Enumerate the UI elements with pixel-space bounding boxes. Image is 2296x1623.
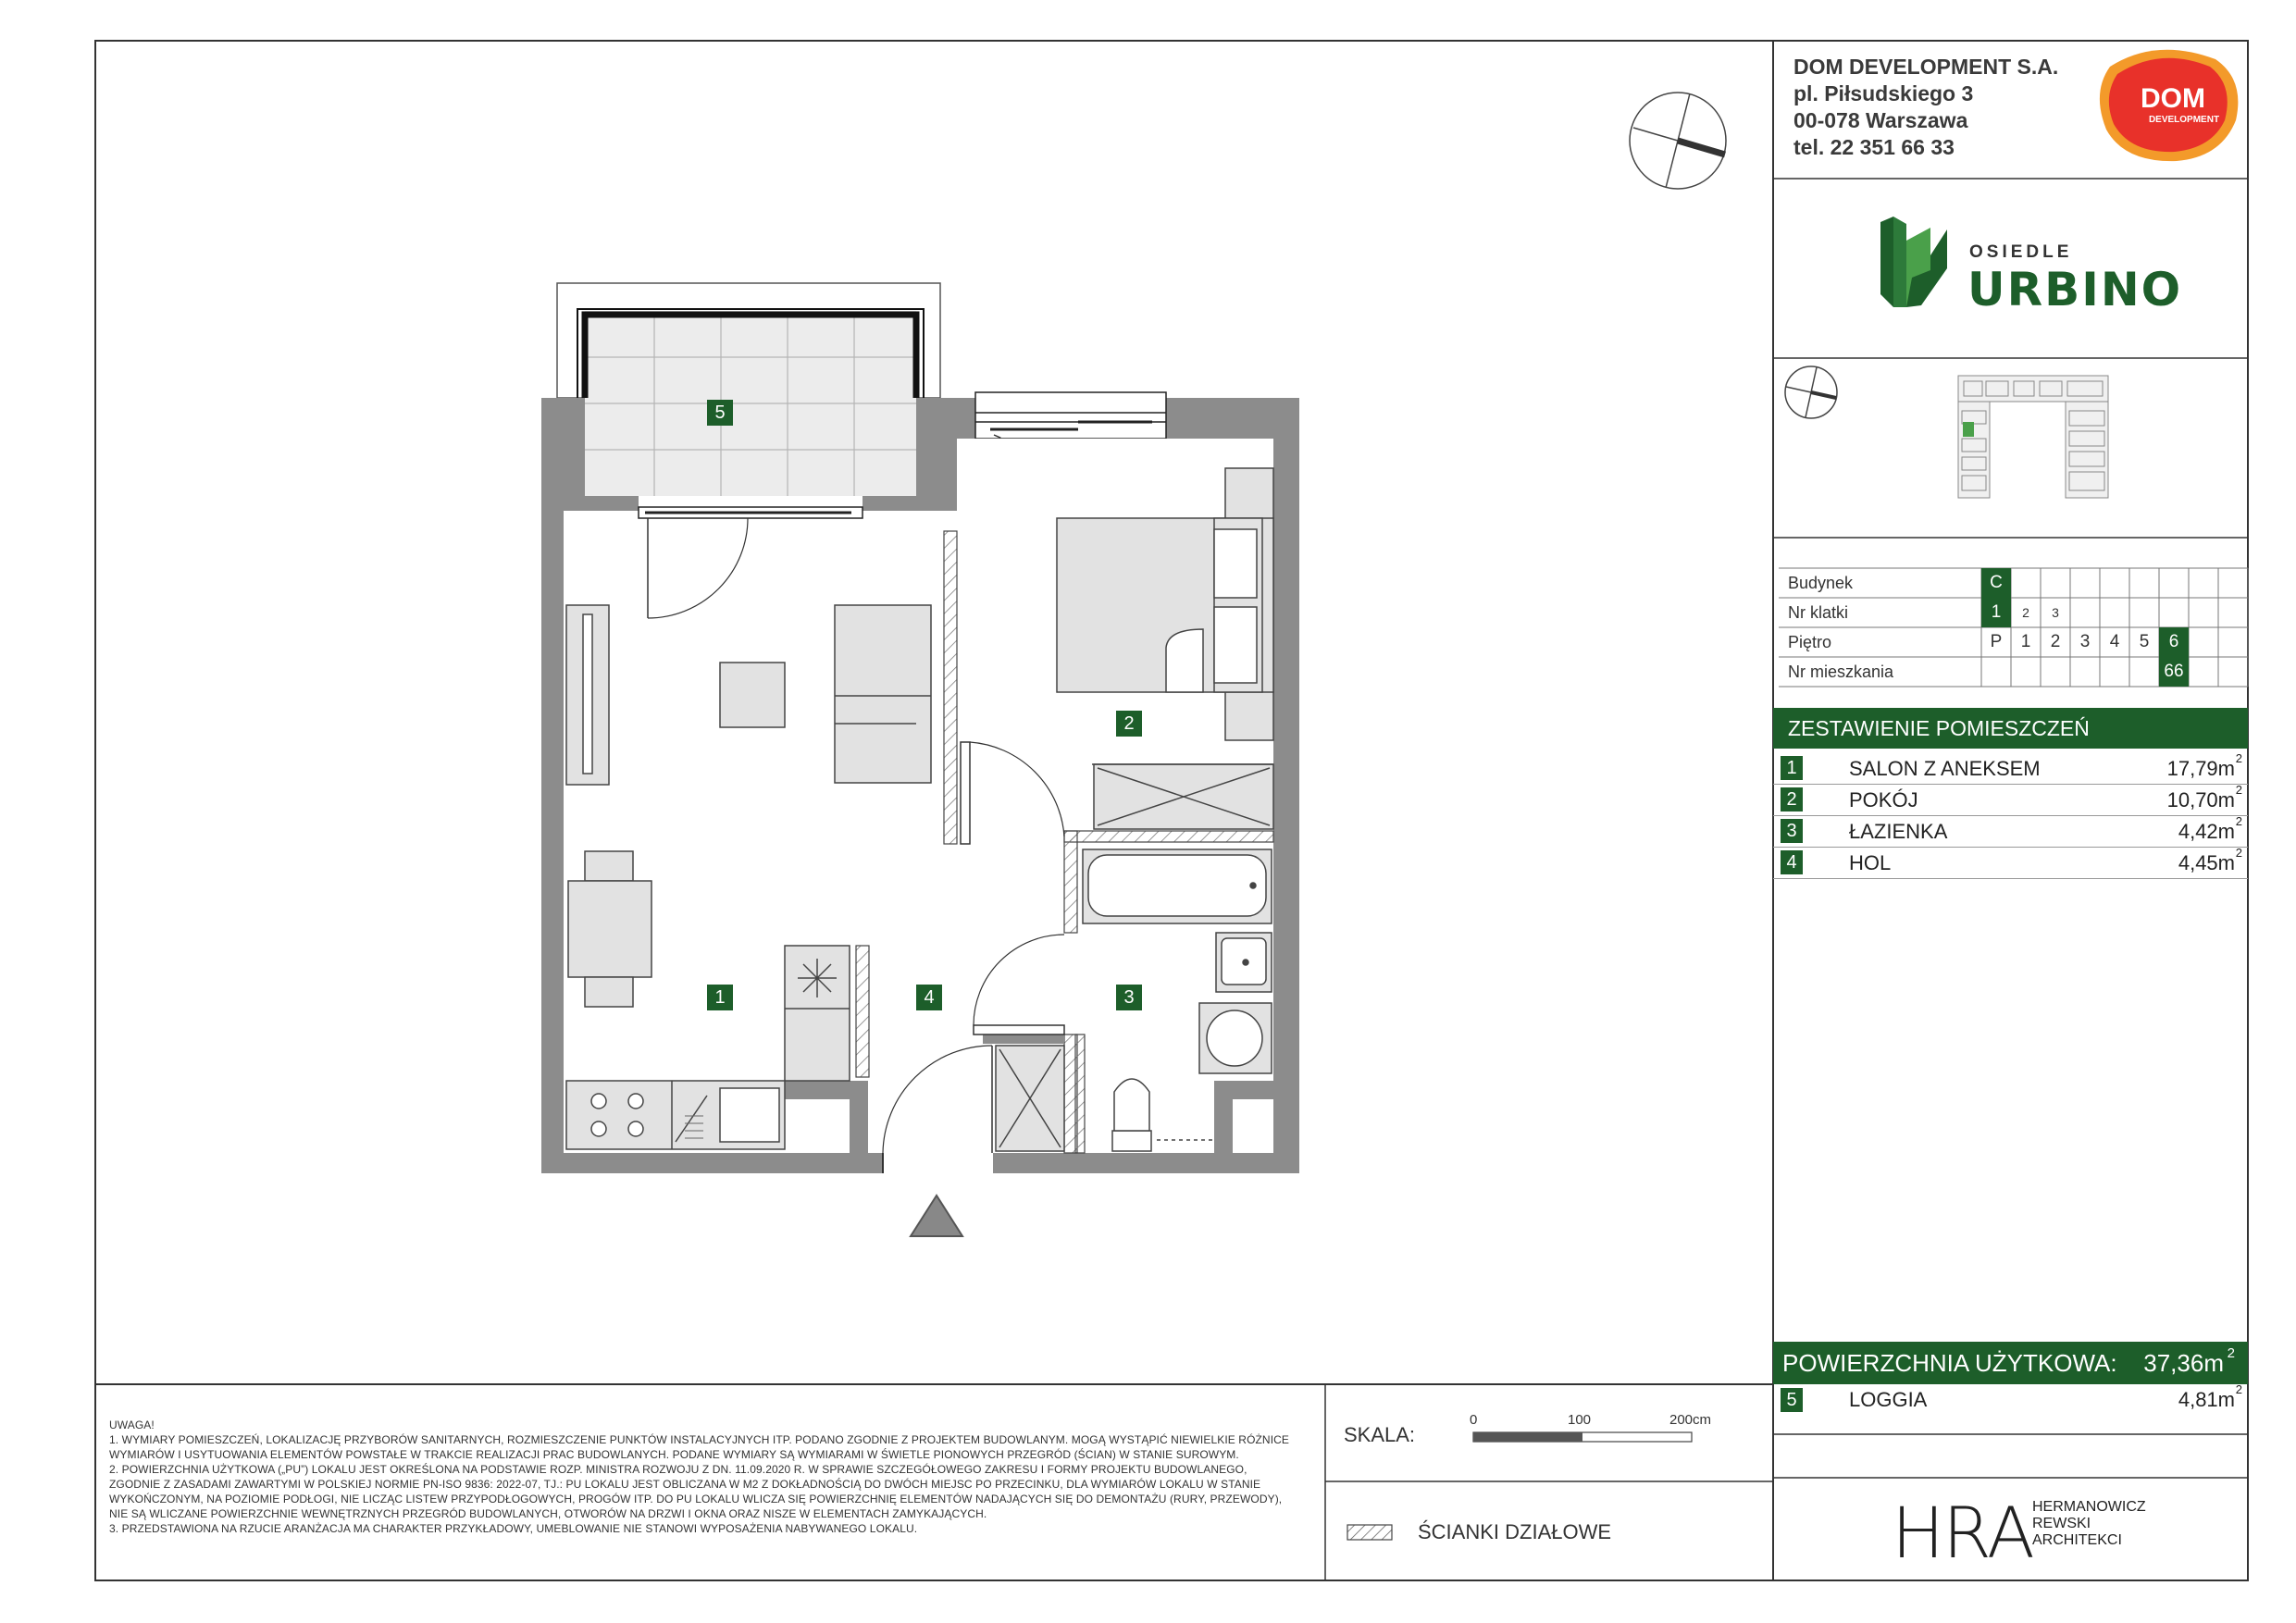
room-label-5: 5 xyxy=(707,400,733,426)
note-line: 2. POWIERZCHNIA UŻYTKOWA („PU”) LOKALU JEST OKREŚLONA NA PODSTAWIE ROZP. MINISTRA ROZWOJU Z DN. 11.09.2020 R. W SPRAWIE SZCZEGÓŁOWEGO ZAKRESU I FORMY PROJEKTU BUDOWLANEGO, xyxy=(109,1463,1247,1476)
info-cell: 5 xyxy=(2139,632,2150,651)
info-cell: 1 xyxy=(2020,632,2031,651)
room-num: 2 xyxy=(1781,787,1803,812)
room-label-4: 4 xyxy=(916,985,942,1010)
info-row-label: Nr mieszkania xyxy=(1788,663,1894,681)
room-area-unit-sup: 2 xyxy=(2235,814,2242,828)
project-word2: URBINO xyxy=(1967,263,2183,316)
loggia-area: 4,81m xyxy=(2178,1388,2235,1411)
room-name: SALON Z ANEKSEM xyxy=(1849,757,2041,780)
loggia-num: 5 xyxy=(1781,1388,1803,1412)
architect-line2: REWSKI xyxy=(2032,1516,2091,1531)
info-cell: 66 xyxy=(2159,657,2189,687)
room-num: 3 xyxy=(1781,819,1803,843)
project-word1: OSIEDLE xyxy=(1969,242,2073,262)
note-line: 3. PRZEDSTAWIONA NA RZUCIE ARANŻACJA MA CHARAKTER PRZYKŁADOWY, UMEBLOWANIE NIE STANOWI WYPOSAŻENIA NABYWANEGO LOKALU. xyxy=(109,1522,918,1535)
room-label-2: 2 xyxy=(1116,711,1142,737)
architect-names xyxy=(2032,1499,2146,1549)
room-name: ŁAZIENKA xyxy=(1849,820,1948,843)
scale-tick-100: 100 xyxy=(1568,1412,1592,1428)
note-line: WYKOŃCZONYM, NA POZIOMIE PODŁOGI, NIE LICZĄC LISTEW PRZYPODŁOGOWYCH, PROGÓW ITP. DO PU LOKALU WLICZA SIĘ POWIERZCHNIĘ ELEMENTÓW NADAJĄCYCH SIĘ DO DEMONTAŻU (RURY, PRZEWODY), xyxy=(109,1493,1283,1505)
info-cell: 3 xyxy=(2052,605,2059,620)
info-cell: 6 xyxy=(2159,627,2189,657)
room-area-unit-sup: 2 xyxy=(2235,751,2242,765)
rooms-header: ZESTAWIENIE POMIESZCZEŃ xyxy=(1773,708,2248,749)
legend-partition-label: ŚCIANKI DZIAŁOWE xyxy=(1418,1520,1612,1543)
room-name: HOL xyxy=(1849,851,1892,874)
info-row-label: Budynek xyxy=(1788,574,1854,592)
total-area-label: POWIERZCHNIA UŻYTKOWA: xyxy=(1782,1349,2117,1377)
room-num: 4 xyxy=(1781,850,1803,874)
room-area: 17,79m xyxy=(2166,757,2235,780)
developer-phone: tel. 22 351 66 33 xyxy=(1793,135,1955,159)
scale-label: SKALA: xyxy=(1344,1423,1416,1446)
total-area-value: 37,36m xyxy=(2143,1349,2224,1377)
loggia-unit-sup: 2 xyxy=(2235,1382,2242,1396)
info-cell: 3 xyxy=(2079,632,2091,651)
info-cell: 2 xyxy=(2022,605,2029,620)
notes-title: UWAGA! xyxy=(109,1419,155,1431)
architect-letters: HRA xyxy=(1892,1492,2033,1574)
total-area-unit-sup: 2 xyxy=(2227,1345,2235,1361)
developer-address1: pl. Piłsudskiego 3 xyxy=(1793,81,1974,105)
logo-text-main: DOM xyxy=(2141,83,2205,114)
room-area: 4,45m xyxy=(2178,851,2235,874)
architect-line1: HERMANOWICZ xyxy=(2032,1499,2146,1515)
info-cell: 4 xyxy=(2109,632,2120,651)
developer-name: DOM DEVELOPMENT S.A. xyxy=(1793,55,2059,79)
info-cell: C xyxy=(1981,568,2011,598)
note-line: WYMIARÓW I USYTUOWANIA ELEMENTÓW POWSTAŁE W TRAKCIE REALIZACJI PRAC BUDOWLANYCH. PODANE WYMIARY SĄ WYMIARAMI W ŚWIETLE PIONOWYCH PRZEGRÓD (ŚCIAN) W STANIE SUROWYM. xyxy=(109,1448,1239,1461)
info-row-label: Nr klatki xyxy=(1788,603,1849,622)
info-cell: 2 xyxy=(2050,632,2061,651)
note-line: 1. WYMIARY POMIESZCZEŃ, LOKALIZACJĘ PRZYBORÓW SANITARNYCH, ROZMIESZCZENIE PUNKTÓW INSTALACYJNYCH ITP. PODANO ZGODNIE Z PROJEKTEM BUDOWLANYM. MOGĄ WYSTĄPIĆ NIEWIELKIE RÓŻNICE xyxy=(109,1433,1290,1446)
loggia-name: LOGGIA xyxy=(1849,1388,1928,1411)
info-row-label: Piętro xyxy=(1788,633,1832,651)
room-area: 4,42m xyxy=(2178,820,2235,843)
note-line: NIE SĄ WLICZANE POWIERZCHNIE WEWNĘTRZNYCH PRZEGRÓD BUDOWLANYCH, OTWORÓW NA DRZWI I OKNA ORAZ NISZE W ELEMENTACH ZAMYKAJĄCYCH. xyxy=(109,1507,987,1520)
note-line: ZGODNIE Z ZASADAMI ZAWARTYMI W POLSKIEJ NORMIE PN-ISO 9836: 2022-07, TJ.: PU LOKALU JEST OBLICZANA W M2 Z DOKŁADNOŚCIĄ DO DWÓCH MIEJSC PO PRZECINKU, DLA WYMIARÓW LOKALU W STANIE xyxy=(109,1478,1261,1491)
room-name: POKÓJ xyxy=(1849,788,1918,812)
logo-text-sub: DEVELOPMENT xyxy=(2148,115,2220,125)
room-label-1: 1 xyxy=(707,985,733,1010)
scale-tick-0: 0 xyxy=(1470,1412,1478,1428)
developer-address2: 00-078 Warszawa xyxy=(1793,108,1968,132)
info-cell: P xyxy=(1990,632,2003,651)
room-area: 10,70m xyxy=(2166,788,2235,812)
architect-line3: ARCHITEKCI xyxy=(2032,1532,2122,1548)
room-num: 1 xyxy=(1781,756,1803,780)
room-area-unit-sup: 2 xyxy=(2235,783,2242,797)
room-label-3: 3 xyxy=(1116,985,1142,1010)
room-area-unit-sup: 2 xyxy=(2235,846,2242,860)
info-cell: 1 xyxy=(1981,598,2011,627)
scale-tick-200: 200cm xyxy=(1669,1412,1712,1428)
